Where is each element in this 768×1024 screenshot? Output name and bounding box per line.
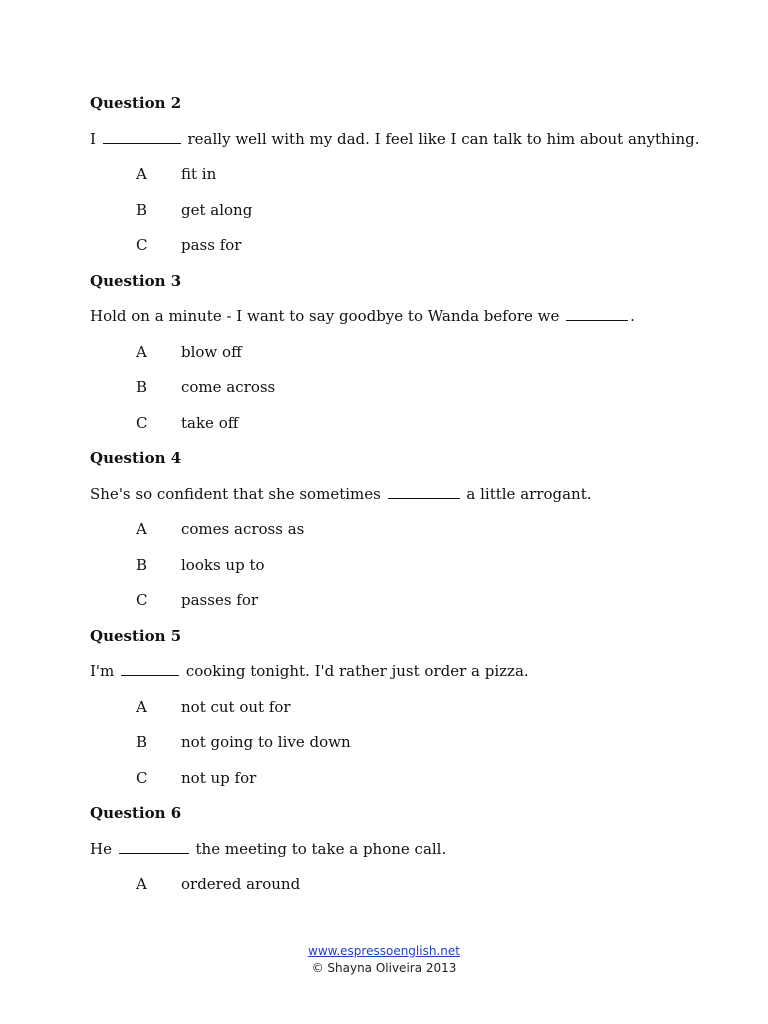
answer-blank [119,839,189,854]
answer-option [90,413,730,449]
prompt-before: Hold on a minute - I want to say goodbye to Wanda before we [90,307,560,325]
answer-option [90,768,730,804]
question-title: Question 4 [90,449,182,467]
question-prompt [90,839,730,875]
answer-option [90,697,730,733]
answer-option [90,590,730,626]
answer-blank [388,484,460,499]
answer-option [90,235,730,271]
option-text: not going to live down [181,733,351,751]
question-block [90,448,730,626]
question-block [90,271,730,449]
question-block [90,626,730,804]
answer-option [90,200,730,236]
option-text: not up for [181,768,257,787]
option-text: take off [181,413,239,432]
answer-option [90,164,730,200]
question-prompt [90,306,730,342]
prompt-after: cooking tonight. I'd rather just order a pizza. [185,662,529,680]
question-block [90,803,730,910]
option-letter: A [136,520,147,538]
answer-option [90,342,730,378]
answer-option [90,377,730,413]
prompt-before: She's so confident that she sometimes [90,484,381,503]
prompt-before: I [90,129,96,148]
copyright-text: © Shayna Oliveira 2013 [311,961,457,975]
option-letter: A [136,875,147,893]
option-letter: B [136,200,148,219]
option-text: get along [181,200,253,219]
page-footer [0,943,768,977]
question-title: Question 6 [90,804,182,822]
option-letter: C [136,768,148,787]
answer-option [90,732,730,768]
option-text: pass for [181,236,242,254]
question-prompt [90,129,730,165]
question-title: Question 5 [90,626,182,645]
prompt-after: . [630,307,635,325]
question-title: Question 2 [90,94,182,112]
option-text: looks up to [181,555,265,574]
answer-option [90,874,730,910]
option-letter: A [136,697,147,716]
prompt-before: I'm [90,662,115,680]
option-letter: B [136,733,148,751]
prompt-before: He [90,839,112,858]
answer-blank [121,661,179,676]
option-text: comes across as [181,520,305,538]
prompt-after: a little arrogant. [466,484,592,503]
question-prompt [90,661,730,697]
option-text: fit in [181,165,217,183]
option-letter: C [136,591,148,609]
prompt-after: the meeting to take a phone call. [195,839,447,858]
answer-option [90,555,730,591]
option-text: passes for [181,591,259,609]
answer-blank [566,306,628,321]
option-letter: A [136,165,147,183]
prompt-after: really well with my dad. I feel like I can talk to him about anything. [187,129,700,148]
answer-option [90,519,730,555]
question-prompt [90,484,730,520]
option-text: ordered around [181,875,301,893]
website-link[interactable]: www.espressoenglish.net [308,944,460,958]
option-letter: B [136,378,148,396]
option-text: come across [181,378,276,396]
option-letter: C [136,236,148,254]
option-letter: B [136,555,148,574]
question-title: Question 3 [90,271,182,290]
question-list [90,93,730,910]
question-block [90,93,730,271]
option-letter: C [136,413,148,432]
option-letter: A [136,342,147,361]
option-text: not cut out for [181,697,291,716]
answer-blank [103,129,181,144]
option-text: blow off [181,342,242,361]
